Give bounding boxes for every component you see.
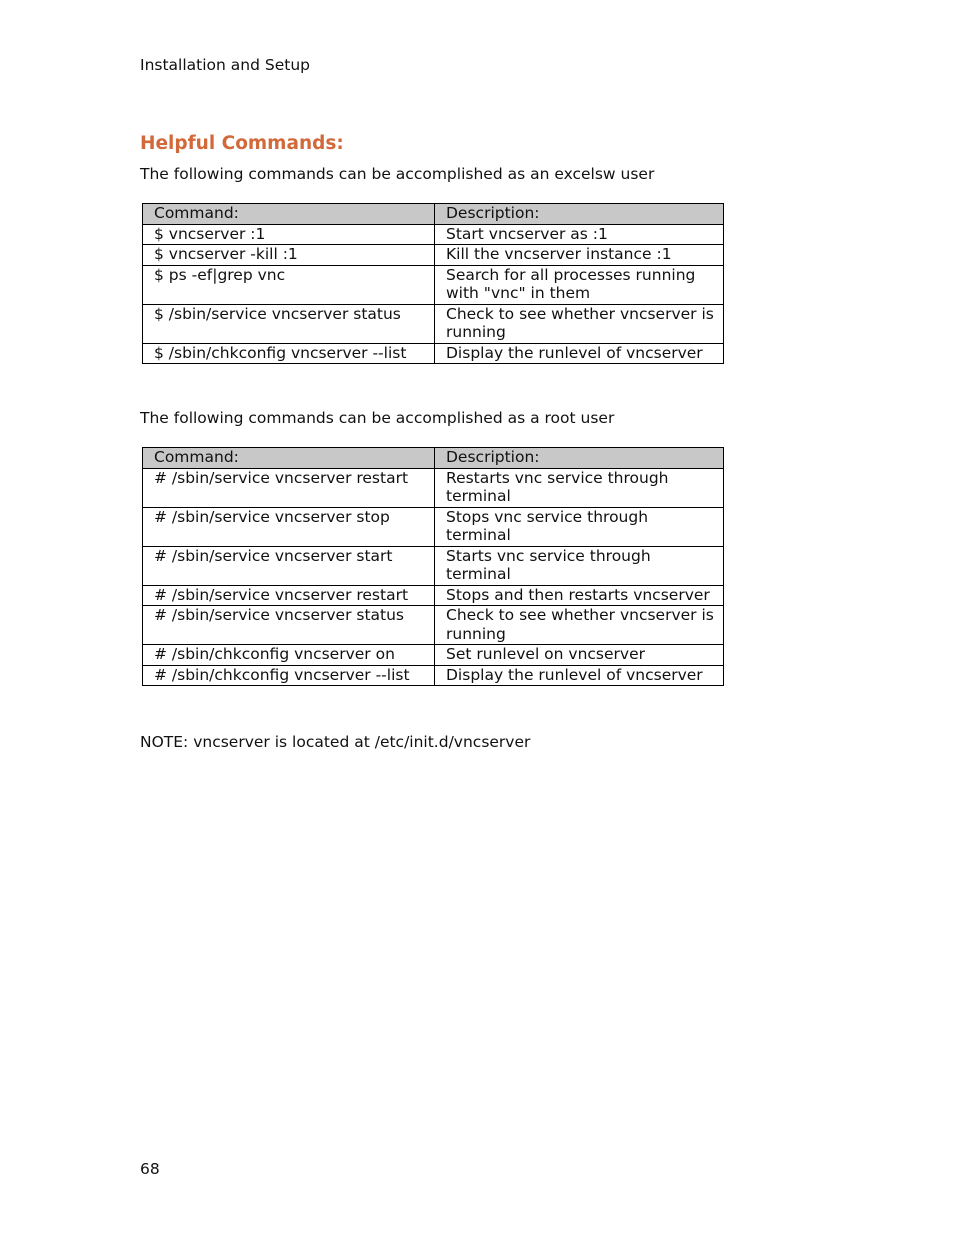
command-cell: # /sbin/service vncserver restart (143, 468, 435, 507)
table-row (143, 507, 724, 546)
table-row (143, 343, 724, 364)
description-cell: Check to see whether vncserver is running (435, 606, 724, 645)
running-header: Installation and Setup (140, 56, 310, 74)
command-cell: # /sbin/chkconfig vncserver on (143, 645, 435, 666)
table-header-row (143, 204, 724, 225)
description-cell: Display the runlevel of vncserver (435, 343, 724, 364)
page-number: 68 (140, 1160, 160, 1178)
command-cell: # /sbin/service vncserver status (143, 606, 435, 645)
command-cell: # /sbin/service vncserver start (143, 546, 435, 585)
description-cell: Stops and then restarts vncserver (435, 585, 724, 606)
command-cell: $ ps -ef|grep vnc (143, 265, 435, 304)
location-note: NOTE: vncserver is located at /etc/init.d/vncserver (140, 733, 531, 751)
description-cell: Restarts vnc service through terminal (435, 468, 724, 507)
description-column-header: Description: (435, 204, 724, 225)
command-cell: # /sbin/chkconfig vncserver --list (143, 665, 435, 686)
command-cell: # /sbin/service vncserver restart (143, 585, 435, 606)
description-cell: Starts vnc service through terminal (435, 546, 724, 585)
table-row (143, 468, 724, 507)
description-cell: Set runlevel on vncserver (435, 645, 724, 666)
section-title: Helpful Commands: (140, 133, 344, 154)
description-column-header: Description: (435, 448, 724, 469)
user-commands-intro: The following commands can be accomplished as an excelsw user (140, 165, 655, 183)
description-cell: Stops vnc service through terminal (435, 507, 724, 546)
table-header-row (143, 448, 724, 469)
table-row (143, 265, 724, 304)
table-row (143, 245, 724, 266)
table-row (143, 304, 724, 343)
user-commands-table (142, 203, 724, 364)
table-row (143, 224, 724, 245)
table-row (143, 585, 724, 606)
table-row (143, 665, 724, 686)
description-cell: Display the runlevel of vncserver (435, 665, 724, 686)
command-column-header: Command: (143, 204, 435, 225)
command-cell: $ /sbin/service vncserver status (143, 304, 435, 343)
table-row (143, 606, 724, 645)
command-column-header: Command: (143, 448, 435, 469)
command-cell: $ /sbin/chkconfig vncserver --list (143, 343, 435, 364)
command-cell: $ vncserver -kill :1 (143, 245, 435, 266)
description-cell: Kill the vncserver instance :1 (435, 245, 724, 266)
root-commands-intro: The following commands can be accomplished as a root user (140, 409, 615, 427)
table-row (143, 546, 724, 585)
command-cell: # /sbin/service vncserver stop (143, 507, 435, 546)
command-cell: $ vncserver :1 (143, 224, 435, 245)
description-cell: Check to see whether vncserver is running (435, 304, 724, 343)
table-row (143, 645, 724, 666)
root-commands-table (142, 447, 724, 686)
description-cell: Search for all processes running with "vnc" in them (435, 265, 724, 304)
description-cell: Start vncserver as :1 (435, 224, 724, 245)
